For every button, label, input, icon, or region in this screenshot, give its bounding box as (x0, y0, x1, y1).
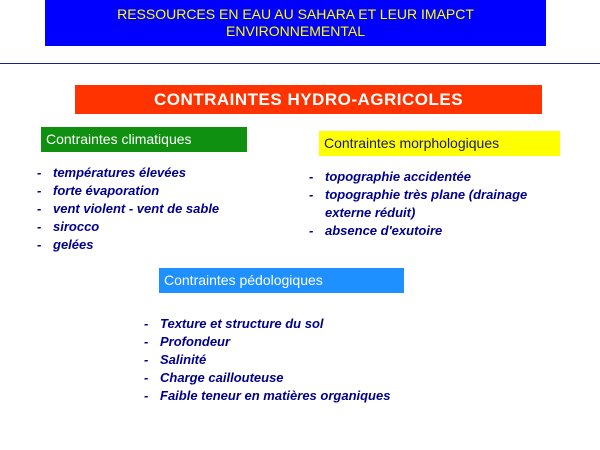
list-item-text: Salinité (160, 352, 207, 367)
list-item-text: sirocco (53, 219, 100, 234)
pedological-constraints-list (144, 315, 464, 405)
list-item: - forte évaporation (37, 183, 160, 198)
list-item-text: forte évaporation (53, 183, 160, 198)
climatic-constraints-label: Contraintes climatiques (41, 127, 247, 152)
climatic-constraints-list (37, 164, 277, 254)
list-item-text: absence d'exutoire (325, 223, 443, 238)
list-item-text: Charge caillouteuse (160, 370, 284, 385)
header-line-1: RESSOURCES EN EAU AU SAHARA ET LEUR IMAPCT (117, 6, 474, 22)
list-item-text: topographie accidentée (325, 169, 471, 184)
list-item: - Profondeur (144, 334, 231, 349)
list-item: - Texture et structure du sol (144, 316, 324, 331)
header-line-2: ENVIRONNEMENTAL (226, 23, 365, 39)
list-item: - topographie très plane (drainage externe réduit) (309, 187, 528, 220)
main-title: CONTRAINTES HYDRO-AGRICOLES (75, 85, 542, 114)
slide-header (45, 0, 546, 46)
list-item: - gelées (37, 237, 94, 252)
morphological-constraints-label: Contraintes morphologiques (319, 131, 560, 156)
list-item-text: gelées (53, 237, 94, 252)
list-item: - sirocco (37, 219, 100, 234)
list-item-text: Profondeur (160, 334, 231, 349)
list-item: - Charge caillouteuse (144, 370, 284, 385)
list-item: - topographie accidentée (309, 169, 471, 184)
list-item: - absence d'exutoire (309, 223, 443, 238)
list-item-text: vent violent - vent de sable (53, 201, 220, 216)
header-divider (0, 63, 600, 64)
list-item-text: Faible teneur en matières organiques (160, 388, 391, 403)
list-item-text: topographie très plane (drainage externe réduit) (325, 187, 528, 220)
list-item: - Faible teneur en matières organiques (144, 388, 391, 403)
list-item-text: températures élevées (53, 165, 186, 180)
pedological-constraints-label: Contraintes pédologiques (159, 268, 404, 293)
morphological-constraints-list (309, 168, 569, 240)
list-item-text: Texture et structure du sol (160, 316, 324, 331)
list-item: - Salinité (144, 352, 207, 367)
list-item: - températures élevées (37, 165, 186, 180)
list-item: - vent violent - vent de sable (37, 201, 220, 216)
